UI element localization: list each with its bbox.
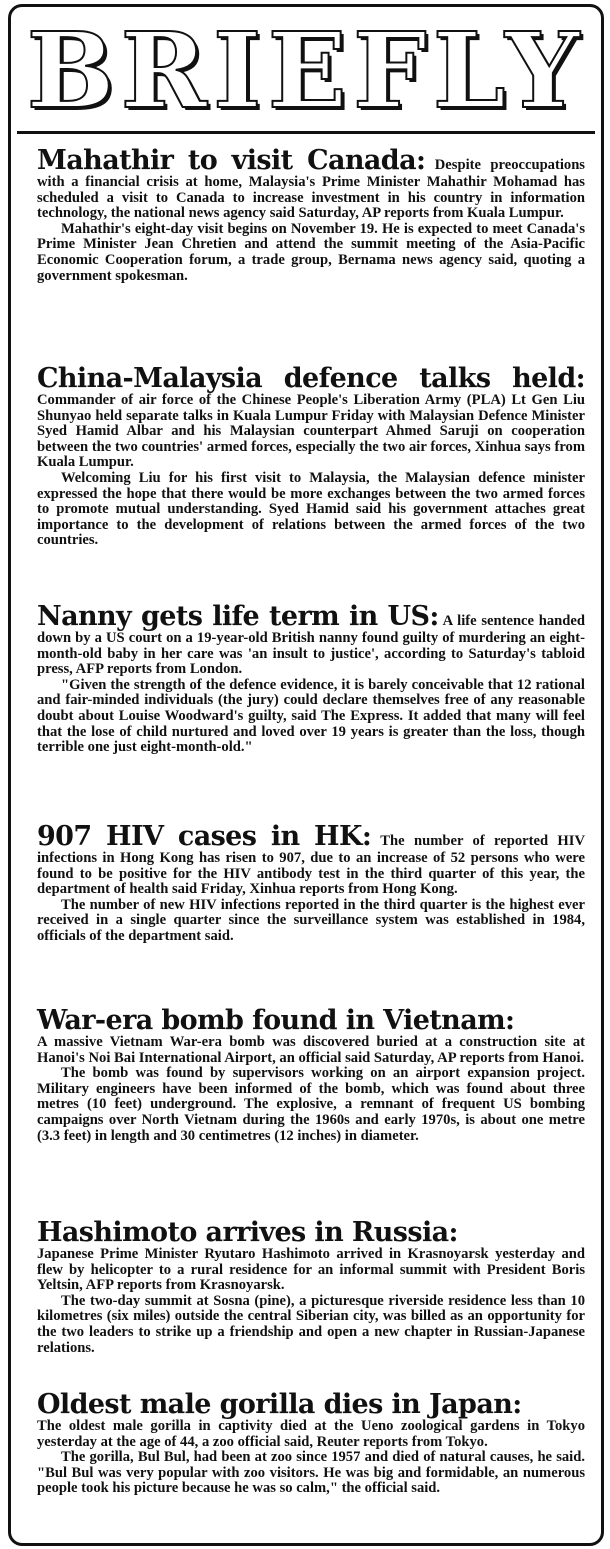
story-gorilla — [37, 1391, 585, 1497]
story-kicker: Despite — [434, 157, 481, 173]
story-lead: HIV infections in Hong Kong has risen to 907, due to an increase of 52 persons who were found to be positive for the HIV antibody test in the third quarter of this year, the department of health said Friday, Xinhua reports from Hong Kong. — [37, 833, 585, 898]
story-body: Mahathir's eight-day visit begins on November 19. He is expected to meet Canada's Prime Minister Jean Chretien and attend the summit meeting of the Asia-Pacific Economic Cooperation forum, a trade group, Bernama news agency said, quoting a government spokesman. — [37, 220, 585, 284]
story-body: The gorilla, Bul Bul, had been at zoo since 1957 and died of natural causes, he said. "Bul Bul was very popular with zoo visitors. He was big and formidable, an numerous people took his picture because he was so calm," the official said. — [37, 1449, 585, 1497]
story-body: Welcoming Liu for his first visit to Malaysia, the Malaysian defence minister expressed the hope that there would be more exchanges between the two armed forces to promote mutual understanding. Syed Hamid said his government attaches great importance to the development of relations between the armed forces of the two countries. — [37, 469, 585, 549]
story-headline: Mahathir to visit Canada: — [37, 145, 426, 176]
story-headline: War-era bomb found in Vietnam: — [37, 1005, 515, 1036]
story-headline: Nanny gets life term in US: — [37, 601, 439, 632]
story-nanny — [37, 603, 585, 756]
story-body: The two-day summit at Sosna (pine), a picturesque riverside residence less than 10 kilometres (six miles) outside the central Siberian city, was billed as an opportunity for the two leaders to strike up a friendship and open a new chapter in Russian-Japanese relations. — [37, 1292, 585, 1356]
story-mahathir — [37, 147, 585, 284]
story-kicker: The number of reported — [380, 833, 549, 849]
story-hashimoto — [37, 1219, 585, 1356]
story-lead: sentence handed down by a US court on a 19-year-old British nanny found guilty of murdering an eight-month-old baby in her care was 'an insult to justice', according to Saturday's tabloid press, AFP reports from London. — [37, 613, 585, 678]
story-headline: Hashimoto arrives in Russia: — [37, 1217, 458, 1248]
story-lead: preoccupations with a financial crisis at home, Malaysia's Prime Minister Mahathir Mohamad has scheduled a visit to Canada to increase investment in his country in information technology, the national news agency said Saturday, AP reports from Kuala Lumpur. — [37, 157, 585, 222]
story-kicker: A life — [442, 613, 477, 629]
story-headline: China-Malaysia defence talks held: — [37, 363, 585, 394]
masthead-title: BRIEFLY — [26, 9, 586, 132]
story-body: The bomb was found by supervisors working on an airport expansion project. Military engineers have been informed of the bomb, which was found about three metres (10 feet) underground. The explosive, a remnant of frequent US bombing campaigns over North Vietnam during the 1960s and early 1970s, is about one metre (3.3 feet) in length and 30 centimetres (12 inches) in diameter. — [37, 1065, 585, 1144]
story-lead: The oldest male gorilla in captivity died at the Ueno zoological gardens in Tokyo yesterday at the age of 44, a zoo official said, Reuter reports from Tokyo. — [37, 1418, 585, 1450]
story-vietnam-bomb — [37, 1007, 585, 1144]
story-headline: 907 HIV cases in HK: — [37, 821, 372, 852]
story-lead: A massive Vietnam War-era bomb was discovered buried at a construction site at Hanoi's Noi Bai International Airport, an official said Saturday, AP reports from Hanoi. — [37, 1034, 585, 1066]
story-body: The number of new HIV infections reported in the third quarter is the highest ever received in a single quarter since the surveillance system was established in 1984, officials of the department said. — [37, 896, 585, 944]
story-lead: Commander of air force of the Chinese People's Liberation Army (PLA) Lt Gen Liu Shunyao held separate talks in Kuala Lumpur Friday with Malaysian Defence Minister Syed Hamid Albar and his Malaysian counterpart Ahmed Saruji on cooperation between the two countries' armed forces, especially the two air forces, Xinhua says from Kuala Lumpur. — [37, 392, 585, 471]
story-lead: Japanese Prime Minister Ryutaro Hashimoto arrived in Krasnoyarsk yesterday and flew by helicopter to a rural residence for an informal summit with President Boris Yeltsin, AFP reports from Krasnoyarsk. — [37, 1246, 585, 1294]
story-hiv-hk — [37, 823, 585, 945]
masthead — [17, 9, 595, 134]
story-headline: Oldest male gorilla dies in Japan: — [37, 1389, 522, 1420]
story-body: "Given the strength of the defence evidence, it is barely conceivable that 12 rational and fair-minded individuals (the jury) could declare themselves free of any reasonable doubt about Louise Woodward's guilty, said The Express. It added that many will feel that the lose of child nurtured and loved over 19 years is greater than the loss, though terrible one just eight-month-old." — [37, 676, 585, 756]
article-frame — [8, 4, 604, 1546]
story-china-malaysia — [37, 365, 585, 549]
